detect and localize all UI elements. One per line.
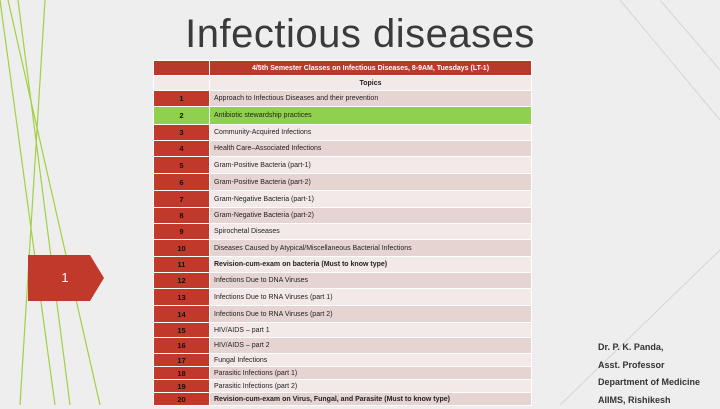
row-number: 10 [154, 240, 210, 257]
table-row [154, 125, 532, 141]
row-topic: Parasitic Infections (part 2) [210, 380, 532, 393]
table-row [154, 393, 532, 406]
table-row [154, 338, 532, 354]
slide-title: Infectious diseases [150, 8, 570, 60]
row-topic: Revision-cum-exam on Virus, Fungal, and Parasite (Must to know type) [210, 393, 532, 406]
row-topic: Revision-cum-exam on bacteria (Must to know type) [210, 257, 532, 273]
row-number: 11 [154, 257, 210, 273]
row-topic: Diseases Caused by Atypical/Miscellaneous Bacterial Infections [210, 240, 532, 257]
table-row [154, 107, 532, 125]
header-blank-cell [154, 61, 210, 76]
row-number: 2 [154, 107, 210, 125]
row-topic: Spirochetal Diseases [210, 224, 532, 240]
row-number: 9 [154, 224, 210, 240]
table-header-row [154, 61, 532, 76]
table-row [154, 257, 532, 273]
row-number: 12 [154, 273, 210, 289]
row-topic: Gram-Positive Bacteria (part-2) [210, 174, 532, 191]
table-row [154, 354, 532, 367]
row-number: 4 [154, 141, 210, 157]
table-row [154, 141, 532, 157]
author-name: Dr. P. K. Panda, [598, 339, 718, 357]
table-row [154, 240, 532, 257]
table-row [154, 224, 532, 240]
row-number: 13 [154, 289, 210, 306]
row-number: 3 [154, 125, 210, 141]
table-subheader: Topics [210, 76, 532, 91]
schedule-table [153, 60, 532, 406]
row-topic: Parasitic Infections (part 1) [210, 367, 532, 380]
row-topic: Infections Due to RNA Viruses (part 1) [210, 289, 532, 306]
table-row [154, 208, 532, 224]
author-title: Asst. Professor [598, 357, 718, 375]
row-topic: Infections Due to DNA Viruses [210, 273, 532, 289]
row-number: 7 [154, 191, 210, 208]
row-number: 19 [154, 380, 210, 393]
row-topic: Gram-Negative Bacteria (part-1) [210, 191, 532, 208]
row-number: 14 [154, 306, 210, 323]
page-number: 1 [28, 255, 102, 301]
row-number: 6 [154, 174, 210, 191]
author-institution: AIIMS, Rishikesh [598, 392, 718, 409]
table-row [154, 380, 532, 393]
row-topic: Gram-Positive Bacteria (part-1) [210, 157, 532, 174]
row-number: 5 [154, 157, 210, 174]
row-number: 18 [154, 367, 210, 380]
row-topic: HIV/AIDS – part 2 [210, 338, 532, 354]
row-topic: Health Care–Associated Infections [210, 141, 532, 157]
row-topic: Antibiotic stewardship practices [210, 107, 532, 125]
table-row [154, 91, 532, 107]
table-row [154, 157, 532, 174]
row-number: 17 [154, 354, 210, 367]
table-row [154, 191, 532, 208]
table-row [154, 174, 532, 191]
table-row [154, 367, 532, 380]
author-department: Department of Medicine [598, 374, 718, 392]
table-subheader-row [154, 76, 532, 91]
row-topic: Fungal Infections [210, 354, 532, 367]
row-number: 8 [154, 208, 210, 224]
row-topic: Gram-Negative Bacteria (part-2) [210, 208, 532, 224]
row-number: 15 [154, 323, 210, 338]
row-topic: Infections Due to RNA Viruses (part 2) [210, 306, 532, 323]
row-number: 16 [154, 338, 210, 354]
table-row [154, 289, 532, 306]
table-header: 4/5th Semester Classes on Infectious Diseases, 8-9AM, Tuesdays (LT-1) [210, 61, 532, 76]
table-row [154, 273, 532, 289]
row-topic: Approach to Infectious Diseases and their prevention [210, 91, 532, 107]
subheader-blank-cell [154, 76, 210, 91]
row-topic: HIV/AIDS – part 1 [210, 323, 532, 338]
row-number: 1 [154, 91, 210, 107]
row-topic: Community-Acquired Infections [210, 125, 532, 141]
author-credits [598, 339, 718, 409]
table-row [154, 306, 532, 323]
table-row [154, 323, 532, 338]
row-number: 20 [154, 393, 210, 406]
